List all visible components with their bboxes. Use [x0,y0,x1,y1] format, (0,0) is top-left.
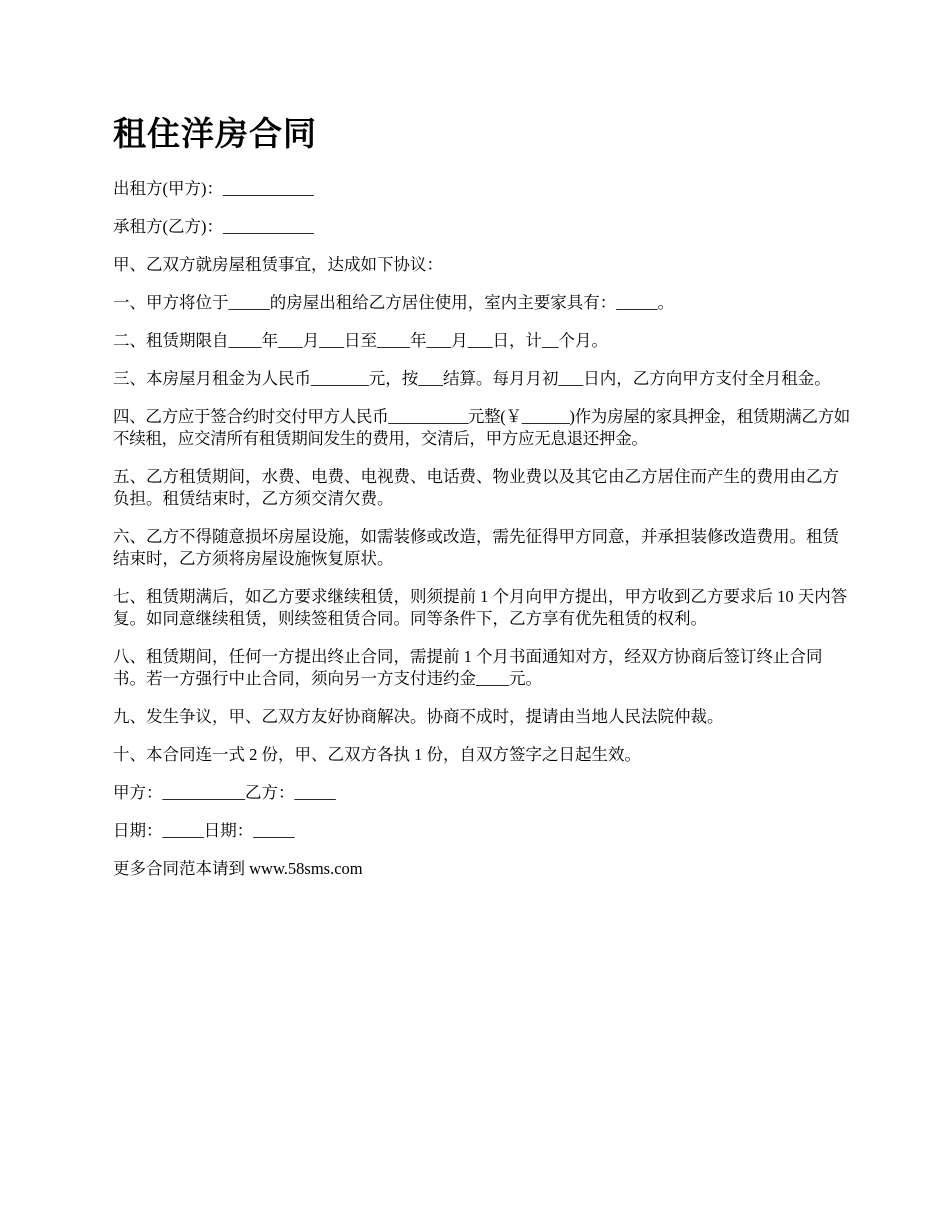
clause-6: 六、乙方不得随意损坏房屋设施，如需装修或改造，需先征得甲方同意，并承担装修改造费用。租赁结束时，乙方须将房屋设施恢复原状。 [113,527,839,568]
lessor-line: 出租方(甲方)：___________ [113,179,314,198]
clause-7: 七、租赁期满后，如乙方要求继续租赁，则须提前 1 个月向甲方提出，甲方收到乙方要求后 10 天内答复。如同意继续租赁，则续签租赁合同。同等条件下，乙方享有优先租赁的权利。 [113,587,848,628]
signature-line: 甲方：__________乙方：_____ [113,783,336,802]
date-line: 日期：_____日期：_____ [113,821,295,840]
lessee-line: 承租方(乙方)：___________ [113,217,314,236]
clause-4: 四、乙方应于签合约时交付甲方人民币__________元整(￥______)作为房屋的家具押金，租赁期满乙方如不续租，应交清所有租赁期间发生的费用，交清后，甲方应无息退还押金。 [113,407,850,448]
clause-8: 八、租赁期间，任何一方提出终止合同，需提前 1 个月书面通知对方，经双方协商后签订终止合同书。若一方强行中止合同，须向另一方支付违约金____元。 [113,647,823,688]
clause-5: 五、乙方租赁期间，水费、电费、电视费、电话费、物业费以及其它由乙方居住而产生的费用由乙方负担。租赁结束时，乙方须交清欠费。 [113,467,839,508]
clause-3: 三、本房屋月租金为人民币_______元，按___结算。每月月初___日内，乙方向甲方支付全月租金。 [113,369,831,388]
clause-9: 九、发生争议，甲、乙双方友好协商解决。协商不成时，提请由当地人民法院仲裁。 [113,707,724,726]
agreement-intro: 甲、乙双方就房屋租赁事宜，达成如下协议： [113,255,443,274]
document-page [113,112,853,896]
footer-note: 更多合同范本请到 www.58sms.com [113,859,363,878]
clause-10: 十、本合同连一式 2 份，甲、乙双方各执 1 份，自双方签字之日起生效。 [113,745,641,764]
clause-2: 二、租赁期限自____年___月___日至____年___月___日，计__个月。 [113,331,608,350]
clause-1: 一、甲方将位于_____的房屋出租给乙方居住使用，室内主要家具有：_____。 [113,293,674,312]
document-title: 租住洋房合同 [113,115,317,152]
